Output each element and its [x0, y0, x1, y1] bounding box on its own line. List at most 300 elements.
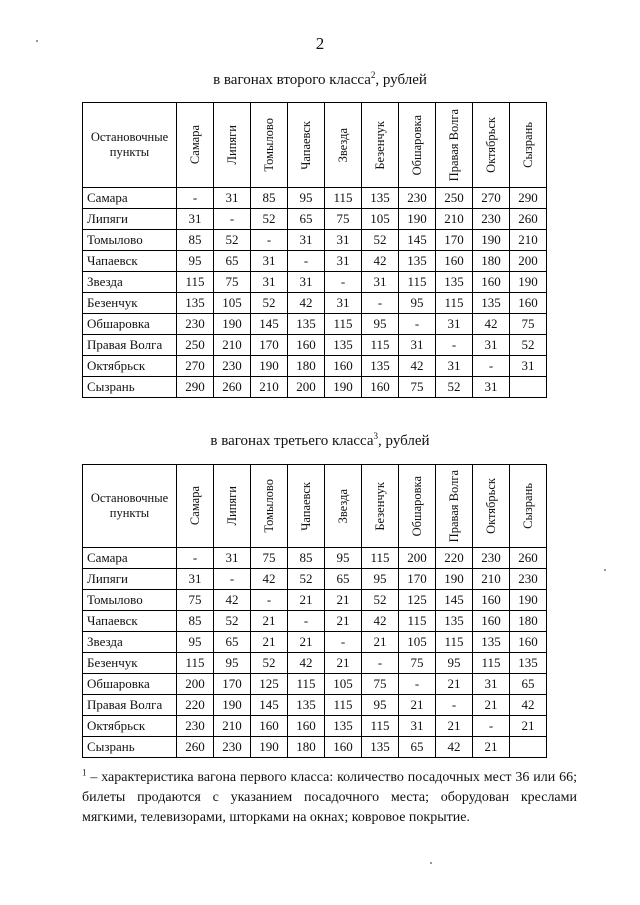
fare-cell: - [436, 695, 473, 716]
fare-cell: - [436, 335, 473, 356]
fare-cell: - [473, 356, 510, 377]
row-station-label: Безенчук [83, 653, 177, 674]
fare-cell: 230 [214, 737, 251, 758]
fare-cell: 135 [362, 737, 399, 758]
fare-cell: 52 [214, 230, 251, 251]
fare-cell: 65 [214, 632, 251, 653]
fare-cell: 200 [510, 251, 547, 272]
fare-cell: 105 [214, 293, 251, 314]
fare-cell: 145 [251, 695, 288, 716]
fare-cell: 31 [251, 251, 288, 272]
column-header-label: Самара [187, 486, 202, 526]
column-header-label: Томылово [261, 118, 276, 172]
fare-cell: 190 [214, 695, 251, 716]
column-header [436, 103, 473, 188]
table-row [83, 335, 547, 356]
fare-cell: 180 [510, 611, 547, 632]
fare-cell: 42 [251, 569, 288, 590]
column-header-label: Томылово [261, 479, 276, 533]
fare-cell: 21 [288, 632, 325, 653]
column-header [362, 103, 399, 188]
second-class-caption-text: в вагонах второго класса [213, 72, 371, 88]
row-station-label: Томылово [83, 590, 177, 611]
row-station-label: Обшаровка [83, 314, 177, 335]
fare-cell: 190 [510, 272, 547, 293]
fare-cell: 21 [288, 590, 325, 611]
fare-cell: 160 [510, 293, 547, 314]
fare-cell: 42 [288, 653, 325, 674]
column-header-label: Липяги [224, 125, 239, 165]
column-header-label: Звезда [335, 127, 350, 163]
fare-cell: 75 [251, 548, 288, 569]
fare-cell: 180 [288, 356, 325, 377]
fare-cell: 75 [399, 377, 436, 398]
column-header-label: Сызрань [520, 122, 535, 168]
fare-cell: 105 [325, 674, 362, 695]
fare-cell: 95 [362, 695, 399, 716]
column-header [399, 465, 436, 548]
fare-cell: 145 [436, 590, 473, 611]
fare-cell: 75 [362, 674, 399, 695]
column-header-label: Чапаевск [298, 120, 313, 170]
fare-cell: 230 [473, 548, 510, 569]
row-station-label: Обшаровка [83, 674, 177, 695]
fare-cell: 115 [177, 272, 214, 293]
fare-cell: 21 [362, 632, 399, 653]
row-station-label: Безенчук [83, 293, 177, 314]
third-class-unit: , рублей [378, 433, 430, 449]
fare-cell: 31 [325, 230, 362, 251]
second-class-fare-table [82, 102, 547, 398]
column-header-label: Липяги [224, 486, 239, 526]
row-station-label: Чапаевск [83, 251, 177, 272]
table-row [83, 569, 547, 590]
fare-cell: 210 [473, 569, 510, 590]
fare-cell: 230 [177, 314, 214, 335]
fare-cell: - [362, 293, 399, 314]
fare-cell: 95 [177, 251, 214, 272]
footnote-marker: 1 [82, 767, 87, 778]
fare-cell: 190 [399, 209, 436, 230]
fare-cell: - [399, 674, 436, 695]
row-station-label: Липяги [83, 569, 177, 590]
fare-cell: 125 [251, 674, 288, 695]
table-row [83, 674, 547, 695]
column-header [473, 103, 510, 188]
fare-cell [510, 737, 547, 758]
second-class-footnote-marker: 2 [370, 70, 376, 80]
fare-cell: 85 [177, 611, 214, 632]
fare-cell: 21 [325, 590, 362, 611]
fare-cell: 160 [288, 716, 325, 737]
fare-cell: 95 [362, 569, 399, 590]
fare-cell: 115 [362, 716, 399, 737]
fare-cell: 115 [399, 611, 436, 632]
fare-cell: 125 [399, 590, 436, 611]
fare-cell: 160 [473, 590, 510, 611]
second-class-unit: , рублей [375, 72, 427, 88]
fare-cell: 31 [177, 209, 214, 230]
table-row [83, 611, 547, 632]
row-station-label: Звезда [83, 632, 177, 653]
table-row [83, 653, 547, 674]
fare-cell: 145 [251, 314, 288, 335]
fare-cell: 42 [362, 251, 399, 272]
column-header [473, 465, 510, 548]
column-header [399, 103, 436, 188]
third-class-fare-table [82, 464, 547, 758]
fare-cell: 190 [510, 590, 547, 611]
fare-cell: 95 [177, 632, 214, 653]
third_class-header-row [83, 465, 547, 548]
fare-cell: 170 [214, 674, 251, 695]
fare-cell: 260 [510, 548, 547, 569]
fare-cell: - [177, 548, 214, 569]
fare-cell: 65 [399, 737, 436, 758]
fare-cell: - [325, 632, 362, 653]
fare-cell: 75 [325, 209, 362, 230]
fare-cell: 160 [251, 716, 288, 737]
table-row [83, 548, 547, 569]
fare-cell: 135 [436, 272, 473, 293]
fare-cell: 115 [325, 188, 362, 209]
fare-cell: 220 [177, 695, 214, 716]
fare-cell: 52 [214, 611, 251, 632]
fare-cell: 135 [325, 335, 362, 356]
fare-cell: 260 [510, 209, 547, 230]
column-header [510, 103, 547, 188]
fare-cell: 250 [177, 335, 214, 356]
fare-cell: 160 [473, 611, 510, 632]
fare-cell: 270 [177, 356, 214, 377]
fare-cell: 52 [251, 209, 288, 230]
fare-cell: 52 [436, 377, 473, 398]
fare-cell: 115 [436, 632, 473, 653]
fare-cell: 31 [288, 272, 325, 293]
fare-cell: 220 [436, 548, 473, 569]
fare-cell: 115 [362, 335, 399, 356]
fare-cell: 42 [214, 590, 251, 611]
column-header-label: Чапаевск [298, 481, 313, 531]
second-class-caption [0, 72, 640, 89]
fare-cell: - [214, 209, 251, 230]
fare-cell: 115 [362, 548, 399, 569]
fare-cell: 290 [177, 377, 214, 398]
fare-cell: 21 [251, 632, 288, 653]
row-station-label: Октябрьск [83, 716, 177, 737]
fare-cell: 95 [288, 188, 325, 209]
fare-cell: 52 [288, 569, 325, 590]
fare-cell: 160 [325, 356, 362, 377]
fare-cell: 31 [288, 230, 325, 251]
table-row [83, 251, 547, 272]
stub-header: Остановочные пункты [83, 103, 177, 188]
fare-cell: 270 [473, 188, 510, 209]
fare-cell: 190 [473, 230, 510, 251]
fare-cell: 95 [436, 653, 473, 674]
table-row [83, 632, 547, 653]
table-row [83, 737, 547, 758]
fare-cell: 145 [399, 230, 436, 251]
fare-cell: 65 [288, 209, 325, 230]
fare-cell: 31 [399, 716, 436, 737]
column-header [288, 465, 325, 548]
fare-cell: 42 [288, 293, 325, 314]
table-row [83, 188, 547, 209]
fare-cell: 75 [510, 314, 547, 335]
fare-cell: 65 [510, 674, 547, 695]
fare-cell: 31 [436, 356, 473, 377]
fare-cell: 31 [251, 272, 288, 293]
table-row [83, 230, 547, 251]
stub-header: Остановочные пункты [83, 465, 177, 548]
fare-cell: - [325, 272, 362, 293]
fare-cell: 85 [288, 548, 325, 569]
fare-cell: 210 [214, 716, 251, 737]
fare-cell: 31 [214, 548, 251, 569]
fare-cell: 115 [288, 674, 325, 695]
table-row [83, 716, 547, 737]
fare-cell: 115 [177, 653, 214, 674]
fare-cell: 52 [251, 653, 288, 674]
column-header-label: Октябрьск [483, 478, 498, 534]
row-station-label: Сызрань [83, 377, 177, 398]
fare-cell: - [214, 569, 251, 590]
column-header [325, 465, 362, 548]
fare-cell: 135 [399, 251, 436, 272]
fare-cell: 135 [362, 188, 399, 209]
fare-cell: 135 [510, 653, 547, 674]
fare-cell: 230 [177, 716, 214, 737]
fare-cell: 250 [436, 188, 473, 209]
page-number: 2 [315, 34, 325, 53]
fare-cell: 230 [510, 569, 547, 590]
fare-cell: 31 [510, 356, 547, 377]
column-header [177, 103, 214, 188]
fare-cell: 135 [473, 293, 510, 314]
row-station-label: Правая Волга [83, 335, 177, 356]
fare-cell: 95 [399, 293, 436, 314]
fare-cell: 190 [436, 569, 473, 590]
fare-cell: 180 [473, 251, 510, 272]
fare-cell: 135 [362, 356, 399, 377]
fare-cell: 160 [362, 377, 399, 398]
row-station-label: Октябрьск [83, 356, 177, 377]
fare-cell: 31 [473, 377, 510, 398]
fare-cell: 95 [362, 314, 399, 335]
fare-cell: 42 [399, 356, 436, 377]
column-header-label: Обшаровка [409, 114, 424, 176]
table-row [83, 695, 547, 716]
column-header [362, 465, 399, 548]
fare-cell: 31 [436, 314, 473, 335]
fare-cell: - [251, 230, 288, 251]
fare-cell: 210 [510, 230, 547, 251]
fare-cell: 230 [399, 188, 436, 209]
fare-cell: 75 [177, 590, 214, 611]
fare-cell: 21 [473, 737, 510, 758]
row-station-label: Самара [83, 548, 177, 569]
fare-cell: - [288, 611, 325, 632]
fare-cell: 31 [473, 674, 510, 695]
fare-cell: 65 [214, 251, 251, 272]
fare-cell: 42 [473, 314, 510, 335]
fare-cell: 135 [325, 716, 362, 737]
column-header-label: Правая Волга [446, 108, 461, 182]
row-station-label: Правая Волга [83, 695, 177, 716]
fare-cell: 210 [251, 377, 288, 398]
table-row [83, 209, 547, 230]
fare-cell: 135 [288, 314, 325, 335]
fare-cell: 160 [325, 737, 362, 758]
fare-cell: 200 [399, 548, 436, 569]
column-header-label: Самара [187, 125, 202, 165]
fare-cell: 65 [325, 569, 362, 590]
fare-cell: 75 [399, 653, 436, 674]
column-header-label: Звезда [335, 488, 350, 524]
column-header [214, 465, 251, 548]
fare-cell: 135 [177, 293, 214, 314]
scan-speck [430, 862, 432, 864]
fare-cell: 200 [177, 674, 214, 695]
fare-cell: 21 [510, 716, 547, 737]
third-class-caption [0, 433, 640, 450]
fare-cell: 160 [473, 272, 510, 293]
column-header [214, 103, 251, 188]
column-header [325, 103, 362, 188]
fare-cell: - [399, 314, 436, 335]
fare-cell: 115 [325, 314, 362, 335]
fare-cell: 21 [436, 716, 473, 737]
fare-cell: 85 [177, 230, 214, 251]
column-header [177, 465, 214, 548]
fare-cell: 52 [510, 335, 547, 356]
row-station-label: Липяги [83, 209, 177, 230]
fare-cell: 42 [510, 695, 547, 716]
fare-cell: 115 [399, 272, 436, 293]
fare-cell: 230 [214, 356, 251, 377]
fare-cell: 105 [399, 632, 436, 653]
fare-cell: 21 [473, 695, 510, 716]
fare-cell: 42 [436, 737, 473, 758]
table-row [83, 293, 547, 314]
footnote [82, 768, 577, 828]
fare-cell: 160 [288, 335, 325, 356]
column-header-label: Безенчук [372, 481, 387, 531]
fare-cell: 85 [251, 188, 288, 209]
fare-cell: 31 [362, 272, 399, 293]
fare-cell: 21 [325, 611, 362, 632]
row-station-label: Звезда [83, 272, 177, 293]
fare-cell [510, 377, 547, 398]
column-header-label: Безенчук [372, 120, 387, 170]
fare-cell: 190 [251, 737, 288, 758]
row-station-label: Чапаевск [83, 611, 177, 632]
footnote-text: – характеристика вагона первого класса: количество посадочных мест 36 или 66; билеты продаются с указанием посадочного места; оборудован креслами мягкими, телевизорами, шторками на окнах; ковровое покрытие. [82, 770, 577, 825]
fare-cell: 52 [251, 293, 288, 314]
fare-cell: 52 [362, 230, 399, 251]
column-header-label: Октябрьск [483, 117, 498, 173]
fare-cell: 260 [177, 737, 214, 758]
fare-cell: 160 [436, 251, 473, 272]
fare-cell: 21 [436, 674, 473, 695]
fare-cell: 290 [510, 188, 547, 209]
fare-cell: 230 [473, 209, 510, 230]
fare-cell: 115 [325, 695, 362, 716]
scan-speck [36, 40, 38, 42]
fare-cell: 260 [214, 377, 251, 398]
fare-cell: 95 [325, 548, 362, 569]
fare-cell: - [362, 653, 399, 674]
fare-cell: 115 [436, 293, 473, 314]
column-header-label: Обшаровка [409, 475, 424, 537]
row-station-label: Томылово [83, 230, 177, 251]
table-row [83, 356, 547, 377]
fare-cell: 170 [251, 335, 288, 356]
fare-cell: - [177, 188, 214, 209]
fare-cell: 115 [473, 653, 510, 674]
fare-cell: 31 [473, 335, 510, 356]
fare-cell: 31 [214, 188, 251, 209]
second_class-header-row [83, 103, 547, 188]
fare-cell: 21 [251, 611, 288, 632]
fare-cell: - [473, 716, 510, 737]
column-header [251, 103, 288, 188]
fare-cell: 31 [325, 293, 362, 314]
fare-cell: 190 [325, 377, 362, 398]
fare-cell: 52 [362, 590, 399, 611]
column-header-label: Правая Волга [446, 469, 461, 543]
third-class-footnote-marker: 3 [373, 431, 379, 441]
table-row [83, 272, 547, 293]
third-class-caption-text: в вагонах третьего класса [210, 433, 374, 449]
fare-cell: 180 [288, 737, 325, 758]
fare-cell: 200 [288, 377, 325, 398]
fare-cell: 135 [436, 611, 473, 632]
fare-cell: 31 [325, 251, 362, 272]
fare-cell: 75 [214, 272, 251, 293]
column-header-label: Сызрань [520, 483, 535, 529]
fare-cell: 160 [510, 632, 547, 653]
column-header [288, 103, 325, 188]
row-station-label: Сызрань [83, 737, 177, 758]
fare-cell: 21 [325, 653, 362, 674]
fare-cell: 170 [399, 569, 436, 590]
fare-cell: 95 [214, 653, 251, 674]
fare-cell: 21 [399, 695, 436, 716]
fare-cell: 210 [436, 209, 473, 230]
fare-cell: 190 [214, 314, 251, 335]
column-header [510, 465, 547, 548]
column-header [436, 465, 473, 548]
fare-cell: 105 [362, 209, 399, 230]
fare-cell: 190 [251, 356, 288, 377]
fare-cell: 210 [214, 335, 251, 356]
scan-speck [604, 569, 606, 571]
table-row [83, 590, 547, 611]
table-row [83, 314, 547, 335]
table-row [83, 377, 547, 398]
fare-cell: - [251, 590, 288, 611]
fare-cell: 170 [436, 230, 473, 251]
fare-cell: 42 [362, 611, 399, 632]
fare-cell: 135 [473, 632, 510, 653]
fare-cell: 31 [399, 335, 436, 356]
fare-cell: 135 [288, 695, 325, 716]
column-header [251, 465, 288, 548]
fare-cell: 31 [177, 569, 214, 590]
fare-cell: - [288, 251, 325, 272]
